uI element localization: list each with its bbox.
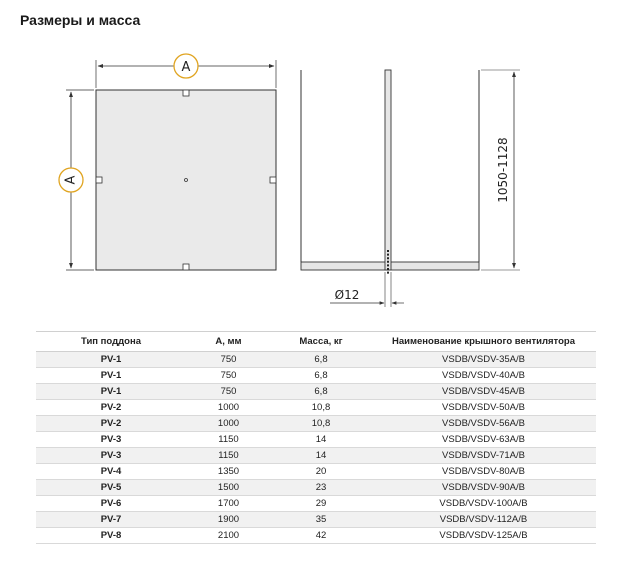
- table-row: [36, 432, 596, 448]
- rod-diameter-label: Ø12: [334, 288, 360, 302]
- mount-bracket-left: [96, 177, 102, 183]
- height-range-label: 1050-1128: [496, 137, 510, 203]
- cell-size-a: 1150: [186, 432, 271, 448]
- table-row: [36, 512, 596, 528]
- cell-tray-type: PV-8: [36, 528, 186, 544]
- height-dimension: [59, 90, 94, 270]
- cell-mass: 6,8: [271, 384, 371, 400]
- table-row: [36, 448, 596, 464]
- cell-mass: 29: [271, 496, 371, 512]
- cell-size-a: 750: [186, 384, 271, 400]
- cell-tray-type: PV-5: [36, 480, 186, 496]
- cell-fan-name: VSDB/VSDV-100A/B: [371, 496, 596, 512]
- table-row: [36, 400, 596, 416]
- cell-fan-name: VSDB/VSDV-35A/B: [371, 352, 596, 368]
- header-mass: Масса, кг: [271, 332, 371, 352]
- cell-size-a: 1500: [186, 480, 271, 496]
- cell-mass: 23: [271, 480, 371, 496]
- cell-size-a: 750: [186, 368, 271, 384]
- cell-tray-type: PV-1: [36, 352, 186, 368]
- cell-fan-name: VSDB/VSDV-125A/B: [371, 528, 596, 544]
- header-fan-name: Наименование крышного вентилятора: [371, 332, 596, 352]
- cell-size-a: 1700: [186, 496, 271, 512]
- cell-fan-name: VSDB/VSDV-80A/B: [371, 464, 596, 480]
- table-row: [36, 480, 596, 496]
- mount-bracket-right: [270, 177, 276, 183]
- table-row: [36, 352, 596, 368]
- cell-size-a: 1000: [186, 416, 271, 432]
- cell-size-a: 1350: [186, 464, 271, 480]
- suspension-rod: [385, 70, 391, 270]
- header-tray-type: Тип поддона: [36, 332, 186, 352]
- header-size-a: А, мм: [186, 332, 271, 352]
- cell-mass: 35: [271, 512, 371, 528]
- mount-bracket-bottom: [183, 264, 189, 270]
- cell-fan-name: VSDB/VSDV-56A/B: [371, 416, 596, 432]
- cell-fan-name: VSDB/VSDV-112A/B: [371, 512, 596, 528]
- cell-mass: 6,8: [271, 368, 371, 384]
- table-row: [36, 496, 596, 512]
- cell-tray-type: PV-3: [36, 448, 186, 464]
- tray-top-view: [96, 90, 276, 270]
- cell-mass: 10,8: [271, 416, 371, 432]
- cell-size-a: 2100: [186, 528, 271, 544]
- cell-tray-type: PV-7: [36, 512, 186, 528]
- cell-mass: 14: [271, 448, 371, 464]
- tray-side-view: [301, 70, 479, 274]
- cell-tray-type: PV-6: [36, 496, 186, 512]
- cell-tray-type: PV-2: [36, 400, 186, 416]
- cell-size-a: 1900: [186, 512, 271, 528]
- spec-table: [36, 331, 596, 544]
- cell-size-a: 750: [186, 352, 271, 368]
- cell-fan-name: VSDB/VSDV-45A/B: [371, 384, 596, 400]
- table-row: [36, 368, 596, 384]
- dimension-drawing: [0, 40, 640, 320]
- total-height-dimension: [481, 70, 520, 270]
- rod-diameter-dimension: [330, 272, 404, 307]
- cell-mass: 6,8: [271, 352, 371, 368]
- table-row: [36, 384, 596, 400]
- cell-fan-name: VSDB/VSDV-50A/B: [371, 400, 596, 416]
- cell-tray-type: PV-1: [36, 384, 186, 400]
- mount-bracket-top: [183, 90, 189, 96]
- cell-tray-type: PV-2: [36, 416, 186, 432]
- table-row: [36, 528, 596, 544]
- cell-fan-name: VSDB/VSDV-90A/B: [371, 480, 596, 496]
- width-dimension: [96, 54, 276, 88]
- width-label: A: [181, 60, 191, 75]
- cell-mass: 20: [271, 464, 371, 480]
- height-label: A: [63, 175, 79, 185]
- cell-fan-name: VSDB/VSDV-63A/B: [371, 432, 596, 448]
- cell-fan-name: VSDB/VSDV-71A/B: [371, 448, 596, 464]
- cell-size-a: 1000: [186, 400, 271, 416]
- cell-tray-type: PV-4: [36, 464, 186, 480]
- cell-mass: 10,8: [271, 400, 371, 416]
- cell-fan-name: VSDB/VSDV-40A/B: [371, 368, 596, 384]
- table-row: [36, 416, 596, 432]
- cell-tray-type: PV-3: [36, 432, 186, 448]
- table-header-row: [36, 332, 596, 352]
- cell-mass: 14: [271, 432, 371, 448]
- page-title: Размеры и масса: [20, 12, 141, 28]
- cell-mass: 42: [271, 528, 371, 544]
- cell-tray-type: PV-1: [36, 368, 186, 384]
- table-row: [36, 464, 596, 480]
- cell-size-a: 1150: [186, 448, 271, 464]
